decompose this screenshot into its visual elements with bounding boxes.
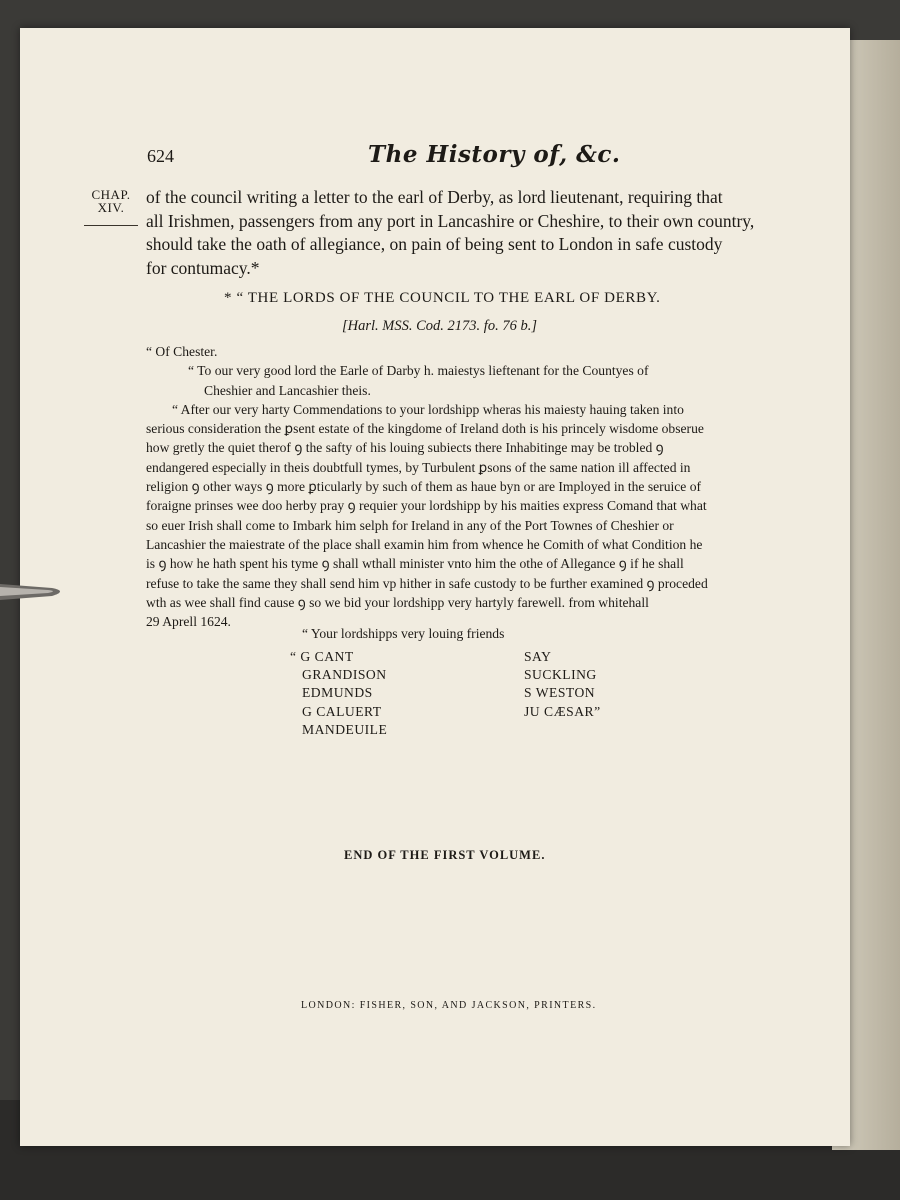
letter-text	[146, 342, 750, 631]
body-line: for contumacy.*	[146, 257, 260, 278]
address-line: “ To our very good lord the Earle of Darby h. maiestys lieftenant for the Countyes of	[188, 363, 649, 379]
book-page	[20, 28, 850, 1146]
chapter-label: CHAP.	[91, 187, 131, 202]
body-paragraph	[146, 186, 755, 280]
body-line: of the council writing a letter to the earl of Derby, as lord lieutenant, requiring that	[146, 187, 723, 207]
signature: SAY	[524, 649, 552, 664]
signature: “ G CANT	[290, 649, 354, 664]
signature: G CALUERT	[302, 703, 382, 719]
letter-line: Lancashier the maiestrate of the place shall examin him from whence he Comith of what Condition he	[146, 536, 703, 552]
letter-line: 29 Aprell 1624.	[146, 614, 231, 630]
letter-line: serious consideration the ꝑsent estate of the kingdome of Ireland doth is his princely wisdome obserue	[146, 421, 704, 437]
letter-line: wth as wee shall find cause ꝯ so we bid your lordshipp very hartyly farewell. from whitehall	[146, 594, 649, 610]
body-line: should take the oath of allegiance, on pain of being sent to London in safe custody	[146, 234, 723, 254]
letter-line: refuse to take the same they shall send him vp hither in safe custody to be further examined ꝯ proceded	[146, 575, 708, 591]
letter-line: religion ꝯ other ways ꝯ more ꝑticularly by such of them as haue byn or are Imployed in the seruice of	[146, 479, 702, 495]
chapter-number: XIV.	[97, 200, 125, 215]
signatures-right	[524, 648, 601, 721]
letter-line: endangered especially in theis doubtfull tymes, by Turbulent ꝑsons of the same nation ill affected in	[146, 459, 691, 475]
signature: GRANDISON	[302, 667, 387, 683]
letter-place: “ Of Chester.	[146, 344, 218, 359]
end-of-volume-notice: END OF THE FIRST VOLUME.	[344, 848, 546, 862]
page-number: 624	[147, 146, 174, 166]
signature: EDMUNDS	[302, 685, 373, 701]
letter-line: how gretly the quiet therof ꝯ the safty of his louing subiects there Inhabitinge may be trobled ꝯ	[146, 440, 664, 456]
signatures-left	[290, 648, 387, 739]
signature: JU CÆSAR”	[524, 703, 601, 719]
letter-line: so euer Irish shall come to Imbark him selph for Ireland in any of the Port Townes of Cheshier or	[146, 517, 674, 533]
signature: MANDEUILE	[302, 721, 388, 737]
signature: S WESTON	[524, 685, 596, 701]
signature: SUCKLING	[524, 667, 597, 683]
address-line: Cheshier and Lancashier theis.	[204, 382, 371, 398]
running-head: The History of, &c.	[368, 141, 621, 168]
letter-line: “ After our very harty Commendations to your lordshipp wheras his maiesty hauing taken into	[172, 401, 684, 417]
letter-closing: “ Your lordshipps very louing friends	[302, 626, 505, 641]
bookmark-clip-icon	[0, 578, 70, 604]
printer-imprint: LONDON: FISHER, SON, AND JACKSON, PRINTERS.	[301, 1000, 597, 1011]
chapter-rule	[84, 225, 138, 226]
letter-line: is ꝯ how he hath spent his tyme ꝯ shall wthall minister vnto him the othe of Allegance ꝯ if he shall	[146, 556, 684, 572]
letter-line: foraigne prinses wee doo herby pray ꝯ requier your lordshipp by his maities express Comand that what	[146, 498, 707, 514]
body-line: all Irishmen, passengers from any port in Lancashire or Cheshire, to their own country,	[146, 210, 755, 231]
chapter-marker	[88, 188, 134, 214]
source-reference: [Harl. MSS. Cod. 2173. fo. 76 b.]	[342, 318, 537, 334]
footnote-title: * “ THE LORDS OF THE COUNCIL TO THE EARL OF DERBY.	[224, 290, 661, 306]
